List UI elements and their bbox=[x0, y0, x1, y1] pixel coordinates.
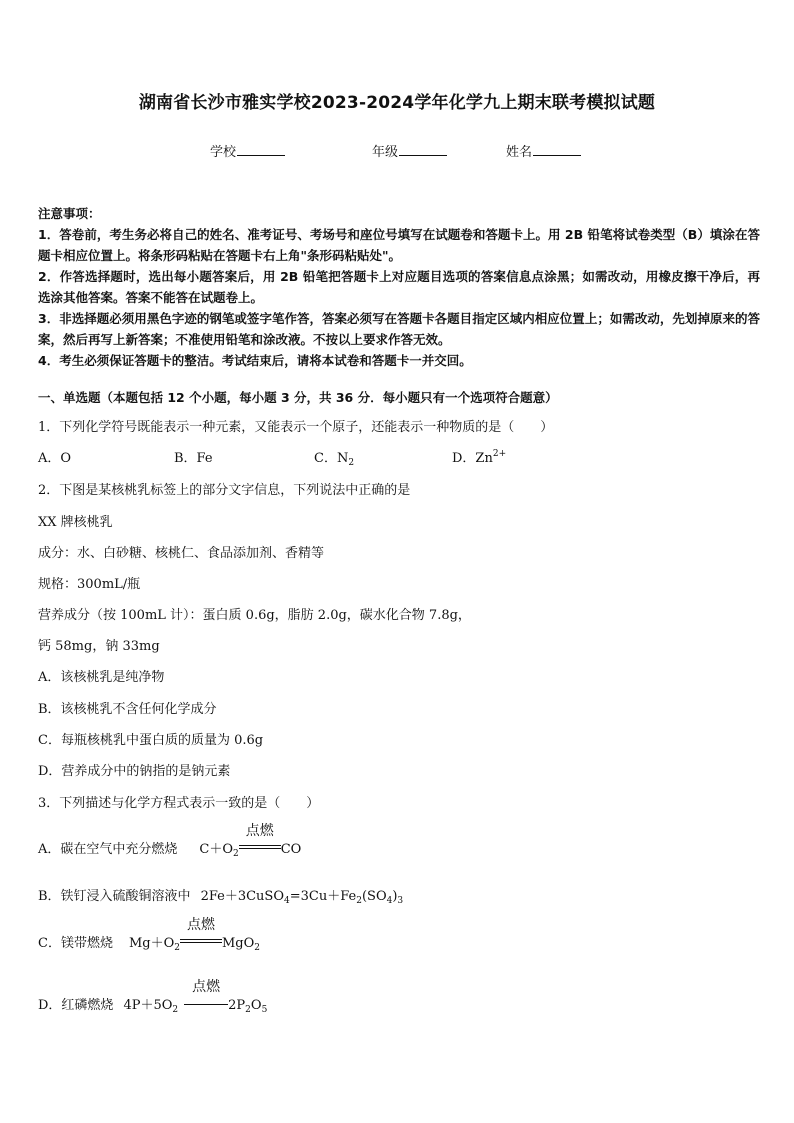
q3-a-condition: 点燃 bbox=[245, 823, 274, 839]
q3-b-eq-1-sub: 4 bbox=[284, 896, 290, 906]
q3-c-right: MgO bbox=[221, 936, 255, 951]
q2-label-brand: XX 牌核桃乳 bbox=[38, 515, 113, 530]
grade-field[interactable] bbox=[372, 141, 447, 160]
name-field[interactable] bbox=[506, 141, 581, 160]
q1-option-c-text: C．N bbox=[314, 451, 349, 466]
school-blank[interactable] bbox=[237, 143, 285, 156]
q3-b-eq-4: ) bbox=[392, 889, 398, 904]
q1-option-d-sup: 2+ bbox=[492, 449, 507, 459]
q1-option-d-text: D．Zn bbox=[452, 451, 493, 466]
q3-b-eq-1: 2Fe＋3CuSO bbox=[200, 889, 284, 904]
q3-b-label: B．铁钉浸入硫酸铜溶液中 bbox=[38, 889, 191, 904]
q3-option-c[interactable] bbox=[38, 917, 261, 953]
grade-label: 年级 bbox=[372, 145, 399, 160]
q2-label-nutrition: 营养成分（按 100mL 计）：蛋白质 0.6g，脂肪 2.0g，碳水化合物 7.8g， bbox=[38, 608, 471, 623]
q2-option-c[interactable]: C．每瓶核桃乳中蛋白质的质量为 0.6g bbox=[38, 733, 264, 748]
q3-d-right-1-sub: 2 bbox=[245, 1005, 251, 1015]
exam-title: 湖南省长沙市雅实学校2023-2024学年化学九上期末联考模拟试题 bbox=[138, 93, 656, 113]
q3-c-label: C．镁带燃烧 bbox=[38, 936, 113, 951]
q3-d-left: 4P＋5O bbox=[123, 998, 173, 1013]
q3-d-condition: 点燃 bbox=[192, 979, 221, 995]
name-label: 姓名 bbox=[506, 145, 533, 160]
q2-option-a[interactable]: A．该核桃乳是纯净物 bbox=[38, 670, 165, 685]
notice-block bbox=[38, 203, 760, 371]
q3-b-eq-2-sub: 2 bbox=[356, 896, 362, 906]
q2-label-ingredients: 成分：水、白砂糖、核桃仁、食品添加剂、香精等 bbox=[38, 546, 325, 561]
q2-label-minerals: 钙 58mg，钠 33mg bbox=[38, 639, 160, 654]
q1-option-c-sub: 2 bbox=[348, 458, 355, 468]
name-blank[interactable] bbox=[533, 143, 581, 156]
notice-item-3: 3．非选择题必须用黑色字迹的钢笔或签字笔作答，答案必须写在答题卡各题目指定区域内相应位置上；如需改动，先划掉原来的答案，然后再写上新答案；不准使用铅笔和涂改液。不按以上要求作答无效。 bbox=[38, 311, 760, 347]
notice-heading: 注意事项： bbox=[38, 206, 101, 221]
q3-b-eq-4-sub: 3 bbox=[397, 896, 404, 906]
q3-b-eq-3-sub: 4 bbox=[386, 896, 393, 906]
school-label: 学校 bbox=[210, 145, 237, 160]
q3-option-b[interactable] bbox=[38, 885, 403, 906]
q2-option-d[interactable]: D．营养成分中的钠指的是钠元素 bbox=[38, 764, 231, 779]
q2-option-b[interactable]: B．该核桃乳不含任何化学成分 bbox=[38, 702, 217, 717]
q3-a-right: CO bbox=[280, 842, 302, 857]
q1-option-d[interactable] bbox=[452, 447, 506, 466]
q3-a-arrow bbox=[239, 823, 281, 857]
question-3-stem: 3．下列描述与化学方程式表示一致的是（ ） bbox=[38, 796, 320, 811]
notice-item-2: 2．作答选择题时，选出每小题答案后，用 2B 铅笔把答题卡上对应题目选项的答案信息点涂黑；如需改动，用橡皮擦干净后，再选涂其他答案。答案不能答在试题卷上。 bbox=[38, 269, 760, 305]
question-1-stem: 1．下列化学符号既能表示一种元素，又能表示一个原子，还能表示一种物质的是（ ） bbox=[38, 420, 554, 435]
q2-label-spec: 规格：300mL/瓶 bbox=[38, 577, 141, 592]
q3-c-left-sub: 2 bbox=[174, 943, 180, 953]
q3-a-label: A．碳在空气中充分燃烧 bbox=[38, 842, 178, 857]
q3-c-left: Mg＋O bbox=[128, 936, 175, 951]
q3-d-right-2: O bbox=[250, 998, 262, 1013]
grade-blank[interactable] bbox=[399, 143, 447, 156]
q3-d-right-2-sub: 5 bbox=[261, 1005, 268, 1015]
q3-b-eq-2: =3Cu＋Fe bbox=[289, 889, 357, 904]
q1-option-c[interactable] bbox=[314, 447, 354, 468]
notice-item-1: 1．答卷前，考生务必将自己的姓名、准考证号、考场号和座位号填写在试题卷和答题卡上。用 2B 铅笔将试卷类型（B）填涂在答题卡相应位置上。将条形码粘贴在答题卡右上角"条形码粘贴处"。 bbox=[38, 227, 760, 263]
q3-option-a[interactable] bbox=[38, 823, 302, 859]
q3-b-eq-3: (SO bbox=[361, 889, 387, 904]
q3-d-label: D．红磷燃烧 bbox=[38, 998, 114, 1013]
q1-option-b[interactable]: B．Fe bbox=[174, 451, 213, 466]
q3-c-arrow bbox=[180, 917, 222, 951]
question-2-stem: 2．下图是某核桃乳标签上的部分文字信息，下列说法中正确的是 bbox=[38, 483, 411, 498]
q3-d-arrow bbox=[184, 979, 228, 1013]
q3-c-right-sub: 2 bbox=[254, 943, 261, 953]
q3-d-right-1: 2P bbox=[228, 998, 246, 1013]
q3-c-condition: 点燃 bbox=[186, 917, 215, 933]
q3-a-left: C＋O bbox=[199, 842, 233, 857]
q3-option-d[interactable] bbox=[38, 979, 268, 1015]
section-heading-single-choice: 一、单选题（本题包括 12 个小题，每小题 3 分，共 36 分．每小题只有一个选项符合题意） bbox=[38, 390, 558, 405]
school-field[interactable] bbox=[210, 141, 285, 160]
q3-a-left-sub: 2 bbox=[233, 849, 239, 859]
q3-d-left-sub: 2 bbox=[172, 1005, 179, 1015]
notice-item-4: 4．考生必须保证答题卡的整洁。考试结束后，请将本试卷和答题卡一并交回。 bbox=[38, 353, 472, 368]
q1-option-a[interactable]: A．O bbox=[38, 451, 72, 466]
